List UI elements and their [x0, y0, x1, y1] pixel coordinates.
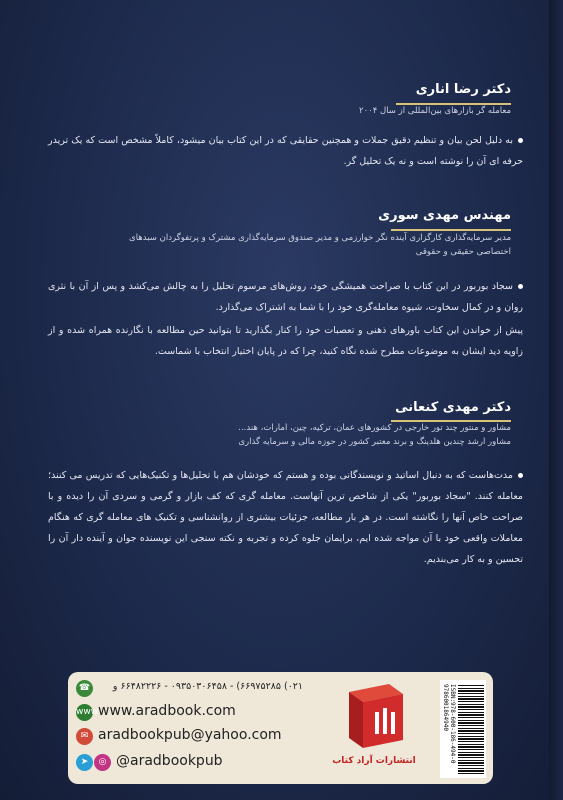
publisher-name: انتشارات آراد کتاب	[332, 756, 416, 766]
reviewer-3-role: مشاور و منتور چند تور خارجی در کشورهای عمان، ترکیه، چین، امارات، هند... مشاور ارشد چندین هلدینگ و برند معتبر کشور در حوزه مالی و سرمایه گذاری	[238, 423, 511, 447]
bullet-icon	[518, 284, 523, 289]
reviewer-3-name: دکتر مهدی کنعانی	[395, 400, 511, 415]
website-link[interactable]: www.aradbook.com	[98, 703, 236, 719]
cover-spine-edge	[549, 0, 563, 800]
reviewer-2-name: مهندس مهدی سوری	[378, 208, 511, 223]
phone-icon: ☎	[76, 680, 93, 697]
reviewer-3-quote: مدت‌هاست که به دنبال اساتید و نویسندگانی بوده و هستم که خودشان هم با تحلیل‌ها و تکنیک‌هایی که تدریس می کنند؛ معامله کنند. "سجاد بوربور" یکی از شاخص ترین آنهاست. معامله گری که کف بازار و گرمی و سردی آن را دیده و با صراحت خاص آنها را نگاشته است. در هر بار مطالعه، جزئیات بیشتری از روانشناسی و تکنیک های معامله گری که هنگام معاملات واقعی خود با آن مواجه شده ایم، برایمان جلوه کرده و تجربه و نکته سنجی این نویسنده جوان و آینده دار آن را تحسین و به کار می‌بندیم.	[48, 470, 523, 565]
telegram-icon: ➤	[76, 754, 93, 771]
web-icon: www	[76, 704, 93, 721]
isbn-text: ISBN:978-600-186-494-0 9786001864940	[442, 684, 456, 764]
reviewer-1-role: معامله گر بازارهای بین‌المللی از سال ۲۰۰۴	[359, 106, 511, 116]
publisher-logo	[319, 682, 429, 778]
reviewer-2-quote: سجاد بوربور در این کتاب با صراحت همیشگی خود، روش‌های مرسوم تحلیل را به چالش می‌کشد و پس از آن با نثری روان و در کمال سخاوت، شیوه معامله‌گری خود را با شما به اشتراک می‌گذارد.	[48, 281, 523, 313]
email-link[interactable]: aradbookpub@yahoo.com	[98, 727, 282, 743]
arad-logo-icon	[319, 682, 429, 754]
bullet-icon	[518, 473, 523, 478]
reviewer-2-quote-2: پیش از خواندن این کتاب باورهای ذهنی و تعصبات خود را کنار بگذارید تا بتوانید حین مطالعه با نگارنده همراه شده و از زاویه دید ایشان به موضوعات مطرح شده نگاه کنید، چرا که در پایان اختیار انتخاب با شماست.	[48, 325, 523, 357]
reviewer-2-role: مدیر سرمایه‌گذاری کارگزاری آینده نگر خوارزمی و مدیر صندوق سرمایه‌گذاری مشترک و پرتفوگردان سبدهای اختصاصی حقیقی و حقوقی	[129, 233, 511, 257]
phone-numbers: ۰۲۱) ۶۶۹۷۵۲۸۵) - ۰۹۳۵۰۳۰۶۴۵۸ - ۶۶۴۸۲۲۲۶ و	[112, 681, 303, 692]
reviewer-1-name: دکتر رضا اناری	[415, 82, 511, 97]
isbn-barcode	[440, 680, 486, 778]
bullet-icon	[518, 138, 523, 143]
reviewer-1-quote: به دلیل لحن بیان و تنظیم دقیق جملات و همچنین حقایقی که در این کتاب بیان میشود، کاملاً مشخص است که یک تریدر حرفه ای آن را نوشته است و نه یک تحلیل گر.	[48, 135, 523, 167]
social-handle[interactable]: @aradbookpub	[116, 753, 223, 769]
email-icon: ✉	[76, 728, 93, 745]
instagram-icon: ◎	[94, 754, 111, 771]
publisher-info-box	[68, 672, 493, 784]
barcode-bars	[458, 684, 484, 774]
